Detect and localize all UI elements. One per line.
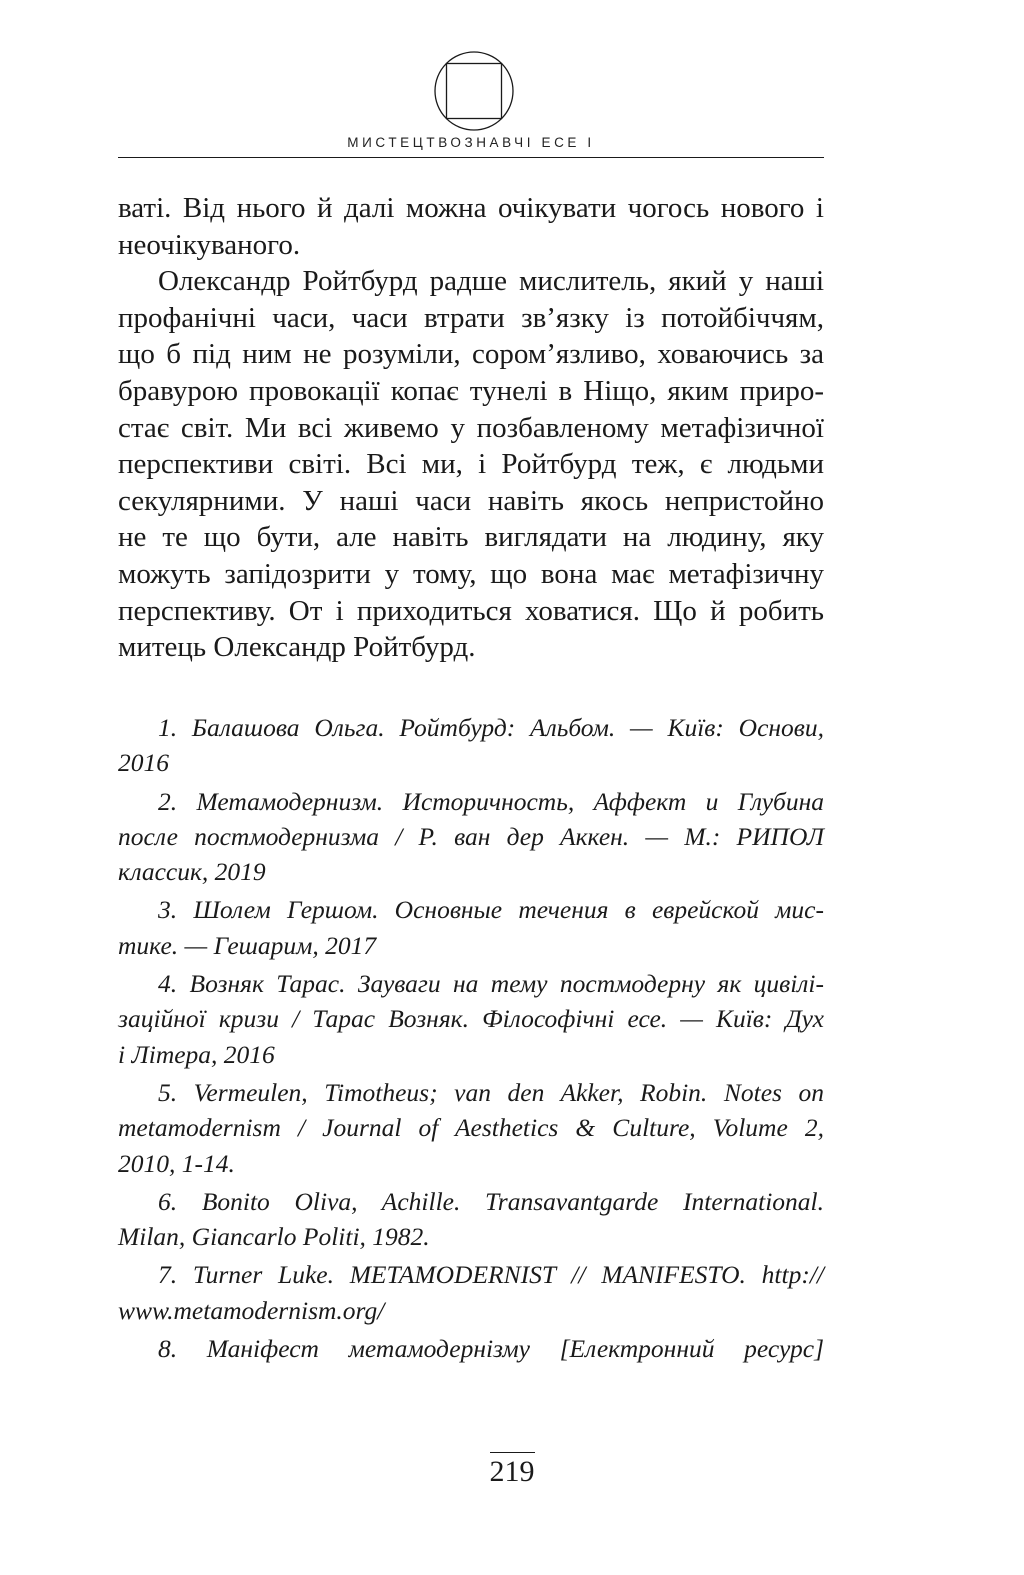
reference-item	[118, 966, 824, 1072]
body-line: Олександр Ройтбурд радше мислитель, який у наші	[158, 265, 824, 298]
reference-item	[118, 1184, 824, 1255]
reference-item	[118, 892, 824, 963]
reference-line: тике. — Гешарим, 2017	[118, 930, 377, 960]
body-text	[118, 190, 824, 666]
body-line: що б під ним не розуміли, сором’язливо, ховаючись за	[118, 338, 824, 371]
reference-line: Milan, Giancarlo Politi, 1982.	[118, 1222, 430, 1252]
body-line: профанічні часи, часи втрати зв’язку із потойбіччям,	[118, 301, 824, 334]
reference-item	[118, 710, 824, 781]
reference-line: 3. Шолем Гершом. Основные течения в еврейской мис-	[158, 895, 824, 925]
body-line: секулярними. У наші часи навіть якось непристойно	[118, 484, 824, 517]
reference-line: metamodernism / Journal of Aesthetics & Culture, Volume 2,	[118, 1113, 824, 1143]
page-number-value: 219	[490, 1452, 535, 1491]
reference-line: классик, 2019	[118, 857, 266, 887]
reference-line: 8. Маніфест метамодернізму [Електронний ресурс]	[158, 1334, 824, 1364]
reference-line: 4. Возняк Тарас. Зауваги на тему постмодерну як цивілі-	[158, 969, 824, 999]
body-line: не те що бути, але навіть виглядати на людину, яку	[118, 521, 824, 554]
references-list	[118, 710, 824, 1366]
body-line: ваті. Від нього й далі можна очікувати чогось нового і	[118, 192, 824, 224]
reference-item	[118, 784, 824, 890]
reference-item	[118, 1257, 824, 1328]
reference-line: і Літера, 2016	[118, 1039, 275, 1069]
header-rule	[118, 157, 824, 158]
body-line: неочікуваного.	[118, 228, 301, 261]
running-header-title: МИСТЕЦТВОЗНАВЧІ ЕСЕ І	[347, 135, 595, 150]
reference-line: после постмодернизма / Р. ван дер Аккен. — М.: РИПОЛ	[118, 821, 824, 851]
reference-line: 6. Bonito Oliva, Achille. Transavantgarde International.	[158, 1186, 824, 1216]
body-line: перспективу. От і приходиться ховатися. Що й робить	[118, 594, 824, 627]
body-line: можуть запідозрити у тому, що вона має метафізичну	[118, 557, 824, 590]
reference-line: 5. Vermeulen, Timotheus; van den Akker, Robin. Notes on	[158, 1077, 824, 1107]
circle-square-emblem-icon	[433, 50, 515, 132]
reference-line: 7. Turner Luke. METAMODERNIST // MANIFESTO. http://	[158, 1260, 824, 1290]
reference-line: 2016	[118, 748, 169, 778]
reference-item	[118, 1075, 824, 1181]
body-line: перспективи світі. Всі ми, і Ройтбурд теж, є людьми	[118, 448, 824, 481]
reference-line: www.metamodernism.org/	[118, 1295, 385, 1325]
reference-line: 2010, 1-14.	[118, 1148, 235, 1178]
reference-item	[118, 1331, 824, 1366]
body-line: стає світ. Ми всі живемо у позбавленому метафізичної	[118, 411, 824, 444]
body-line: митець Олександр Ройтбурд.	[118, 631, 476, 664]
reference-line: 2. Метамодернизм. Историчность, Аффект и Глубина	[158, 786, 824, 816]
reference-line: 1. Балашова Ольга. Ройтбурд: Альбом. — Київ: Основи,	[158, 713, 824, 742]
reference-line: заційної кризи / Тарас Возняк. Філософічні есе. — Київ: Дух	[118, 1004, 824, 1034]
page-number	[0, 1452, 1024, 1491]
body-line: бравурою провокації копає тунелі в Ніщо, яким приро-	[118, 374, 824, 407]
